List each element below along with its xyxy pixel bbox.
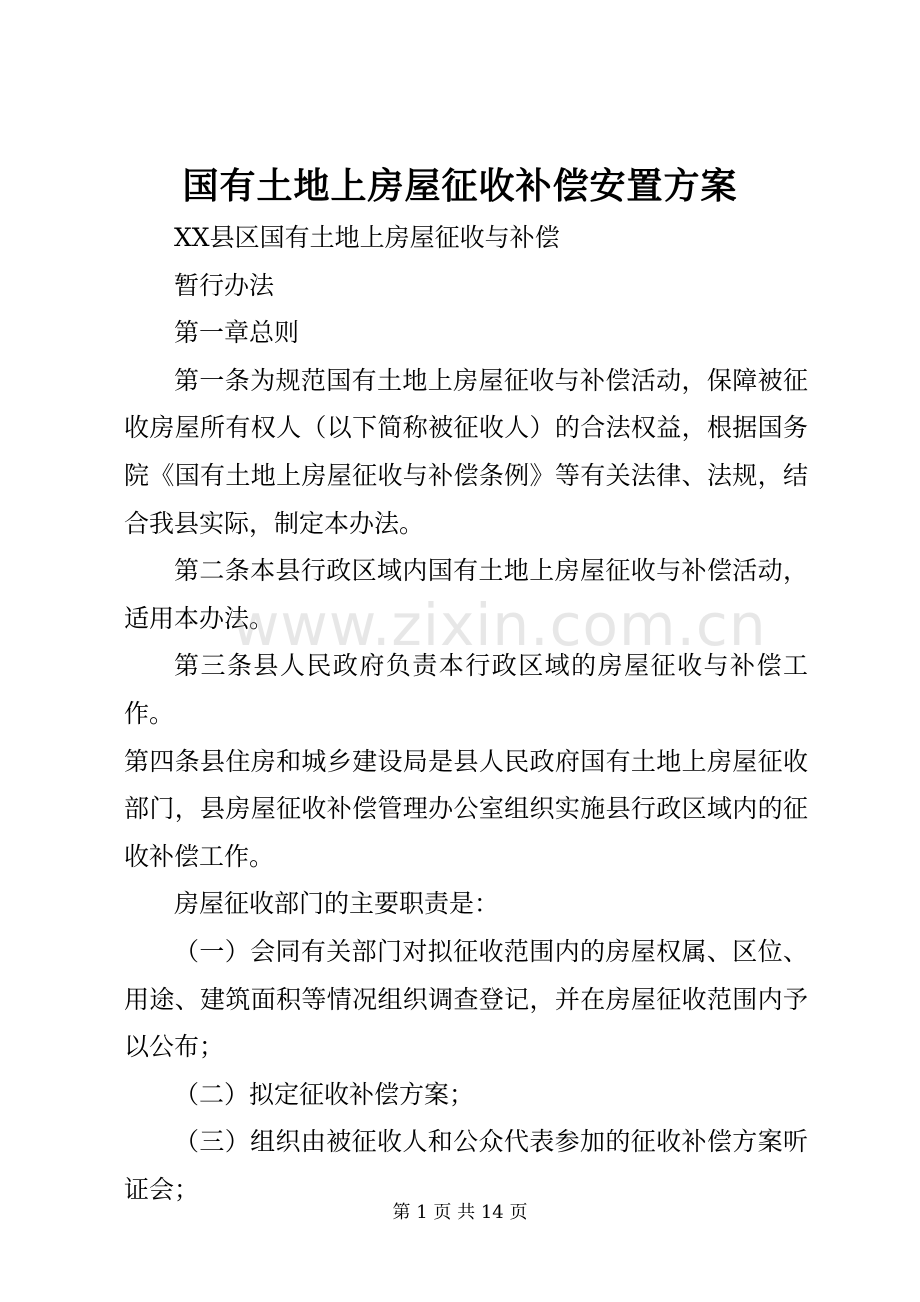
body-paragraph: 房屋征收部门的主要职责是：: [174, 889, 500, 919]
body-paragraph: 第四条县住房和城乡建设局是县人民政府国有土地上房屋征收部门，县房屋征收补偿管理办公室组织实施县行政区域内的征收补偿工作。: [124, 746, 808, 871]
body-paragraph: 暂行办法: [174, 270, 275, 300]
body-paragraph: 第一章总则: [174, 318, 300, 348]
body-paragraph: 第一条为规范国有土地上房屋征收与补偿活动，保障被征收房屋所有权人（以下简称被征收人）的合法权益，根据国务院《国有土地上房屋征收与补偿条例》等有关法律、法规，结合我县实际，制定本办法。: [124, 365, 808, 538]
body-paragraph: （二）拟定征收补偿方案；: [174, 1079, 475, 1109]
body-paragraph: 第三条县人民政府负责本行政区域的房屋征收与补偿工作。: [124, 651, 808, 728]
body-paragraph: 第二条本县行政区域内国有土地上房屋征收与补偿活动，适用本办法。: [124, 556, 808, 633]
page-footer: 第 1 页 共 14 页: [392, 1202, 528, 1223]
document-body: [124, 214, 808, 1213]
document-title: 国有土地上房屋征收补偿安置方案: [182, 165, 738, 207]
body-paragraph: （一）会同有关部门对拟征收范围内的房屋权属、区位、用途、建筑面积等情况组织调查登记，并在房屋征收范围内予以公布；: [124, 936, 808, 1062]
body-paragraph: （三）组织由被征收人和公众代表参加的征收补偿方案听证会；: [124, 1127, 808, 1204]
body-paragraph: XX县区国有土地上房屋征收与补偿: [174, 223, 560, 252]
watermark: www.zixin.com.cn: [232, 591, 767, 659]
